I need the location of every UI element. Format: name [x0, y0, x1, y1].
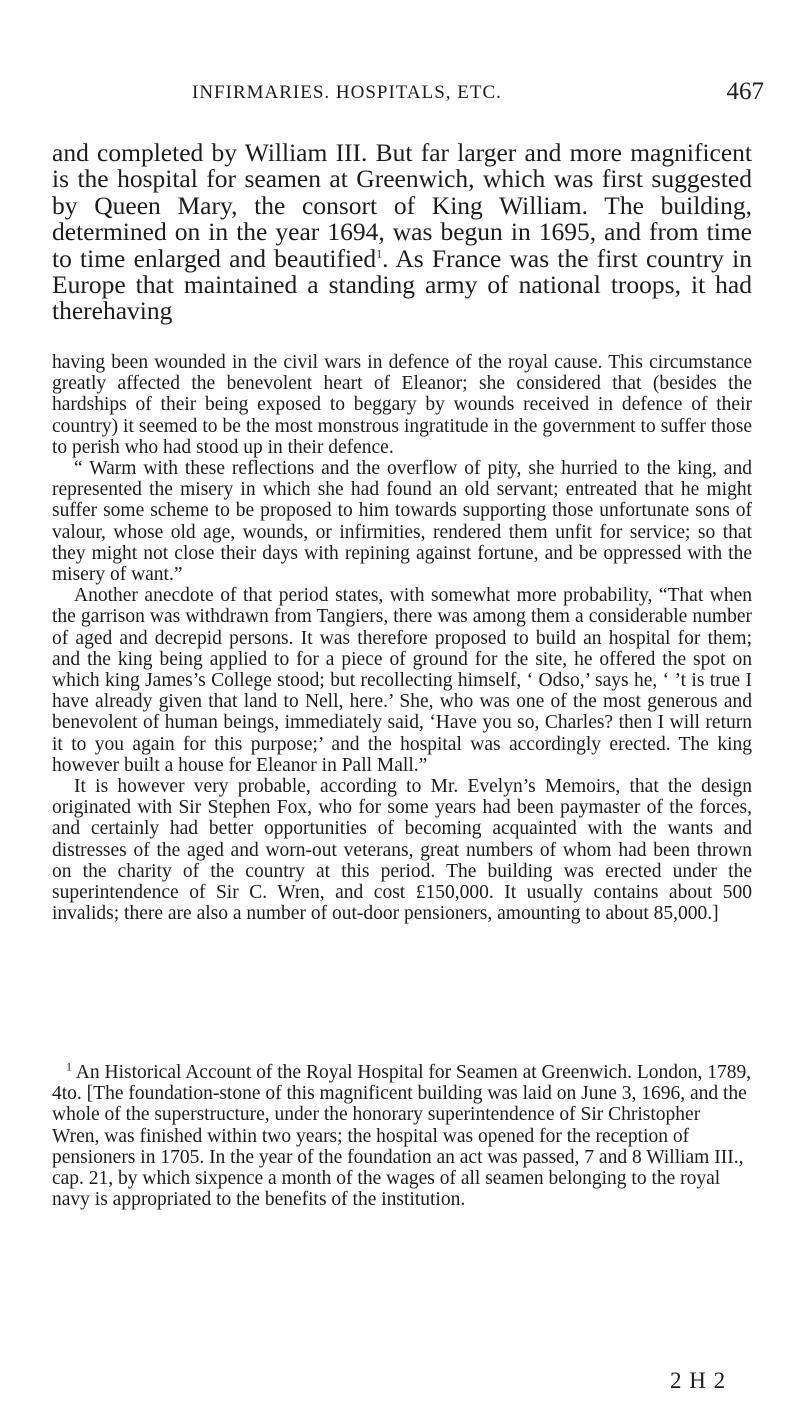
paragraph-greenwich — [52, 140, 752, 325]
quoted-passage — [52, 352, 752, 924]
footnote-marker: 1 — [376, 246, 383, 261]
signature-mark: 2 H 2 — [670, 1368, 727, 1393]
paragraph-eleanor: having been wounded in the civil wars in defence of the royal cause. This circumstance greatly affected the benevolent heart of Eleanor; she considered that (besides the hardships of their being exposed to beggary by wounds received in defence of their country) it seemed to be the most monstrous ingratitude in the government to suffer those to perish who had stood up in their defence. — [52, 352, 752, 458]
paragraph-text-continued: . As France was the first country in Europe that maintained a standing army of national troops, it had therehaving — [52, 243, 752, 326]
book-page — [52, 58, 764, 1393]
paragraph-warm-reflections: “ Warm with these reflections and the overflow of pity, she hurried to the king, and represented the misery in which she had found an old servant; entreated that he might suffer some scheme to be proposed to him towards supporting those unfortunate sons of valour, whose old age, wounds, or infirmities, rendered them unfit for service; so that they might not close their days with repining against fortune, and be oppressed with the misery of want.” — [52, 458, 752, 586]
page-number: 467 — [726, 78, 764, 105]
page-header — [52, 58, 764, 105]
paragraph-anecdote: Another anecdote of that period states, with somewhat more probability, “That when the garrison was withdrawn from Tangiers, there was among them a considerable number of aged and decrepid persons. It was therefore proposed to build an hospital for them; and the king being applied to for a piece of ground for the site, he offered the spot on which king James’s College stood; but recollecting himself, ‘ Odso,’ says he, ‘ ’t is true I have already given that land to Nell, here.’ She, who was one of the most generous and benevolent of human beings, immediately said, ‘Have you so, Charles? then I will return it to you again for this purpose;’ and the hospital was accordingly erected. The king however built a house for Eleanor in Pall Mall.” — [52, 585, 752, 776]
paragraph-text: and completed by William III. But far larger and more magnificent is the hospital for seamen at Greenwich, which was first suggested by Queen Mary, the consort of King William. The building, determined on in the year 1694, was begun in 1695, and from time to time enlarged and beautified — [52, 138, 752, 273]
footnote-text: An Historical Account of the Royal Hospital for Seamen at Greenwich. London, 1789, 4to. [The foundation-stone of this magnificent building was laid on June 3, 1696, and the whole of the superstructure, under the honorary superintendence of Sir Christopher Wren, was finished within two years; the hospital was opened for the reception of pensioners in 1705. In the year of the foundation an act was passed, 7 and 8 William III., cap. 21, by which sixpence a month of the wages of all seamen belonging to the royal navy is appropriated to the benefits of the institution. — [52, 1062, 752, 1211]
main-paragraph-block — [52, 140, 752, 325]
footnote-number: 1 — [66, 1059, 72, 1074]
footnote — [52, 1059, 752, 1211]
running-head: INFIRMARIES. HOSPITALS, ETC. — [192, 82, 502, 103]
paragraph-evelyn: It is however very probable, according to Mr. Evelyn’s Memoirs, that the design originated with Sir Stephen Fox, who for some years had been paymaster of the forces, and certainly had better opportunities of becoming acquainted with the wants and distresses of the aged and worn-out veterans, great numbers of whom had been thrown on the charity of the country at this period. The building was erected under the superintendence of Sir C. Wren, and cost £150,000. It usually contains about 500 invalids; there are also a number of out-door pensioners, amounting to about 85,000.] — [52, 776, 752, 925]
